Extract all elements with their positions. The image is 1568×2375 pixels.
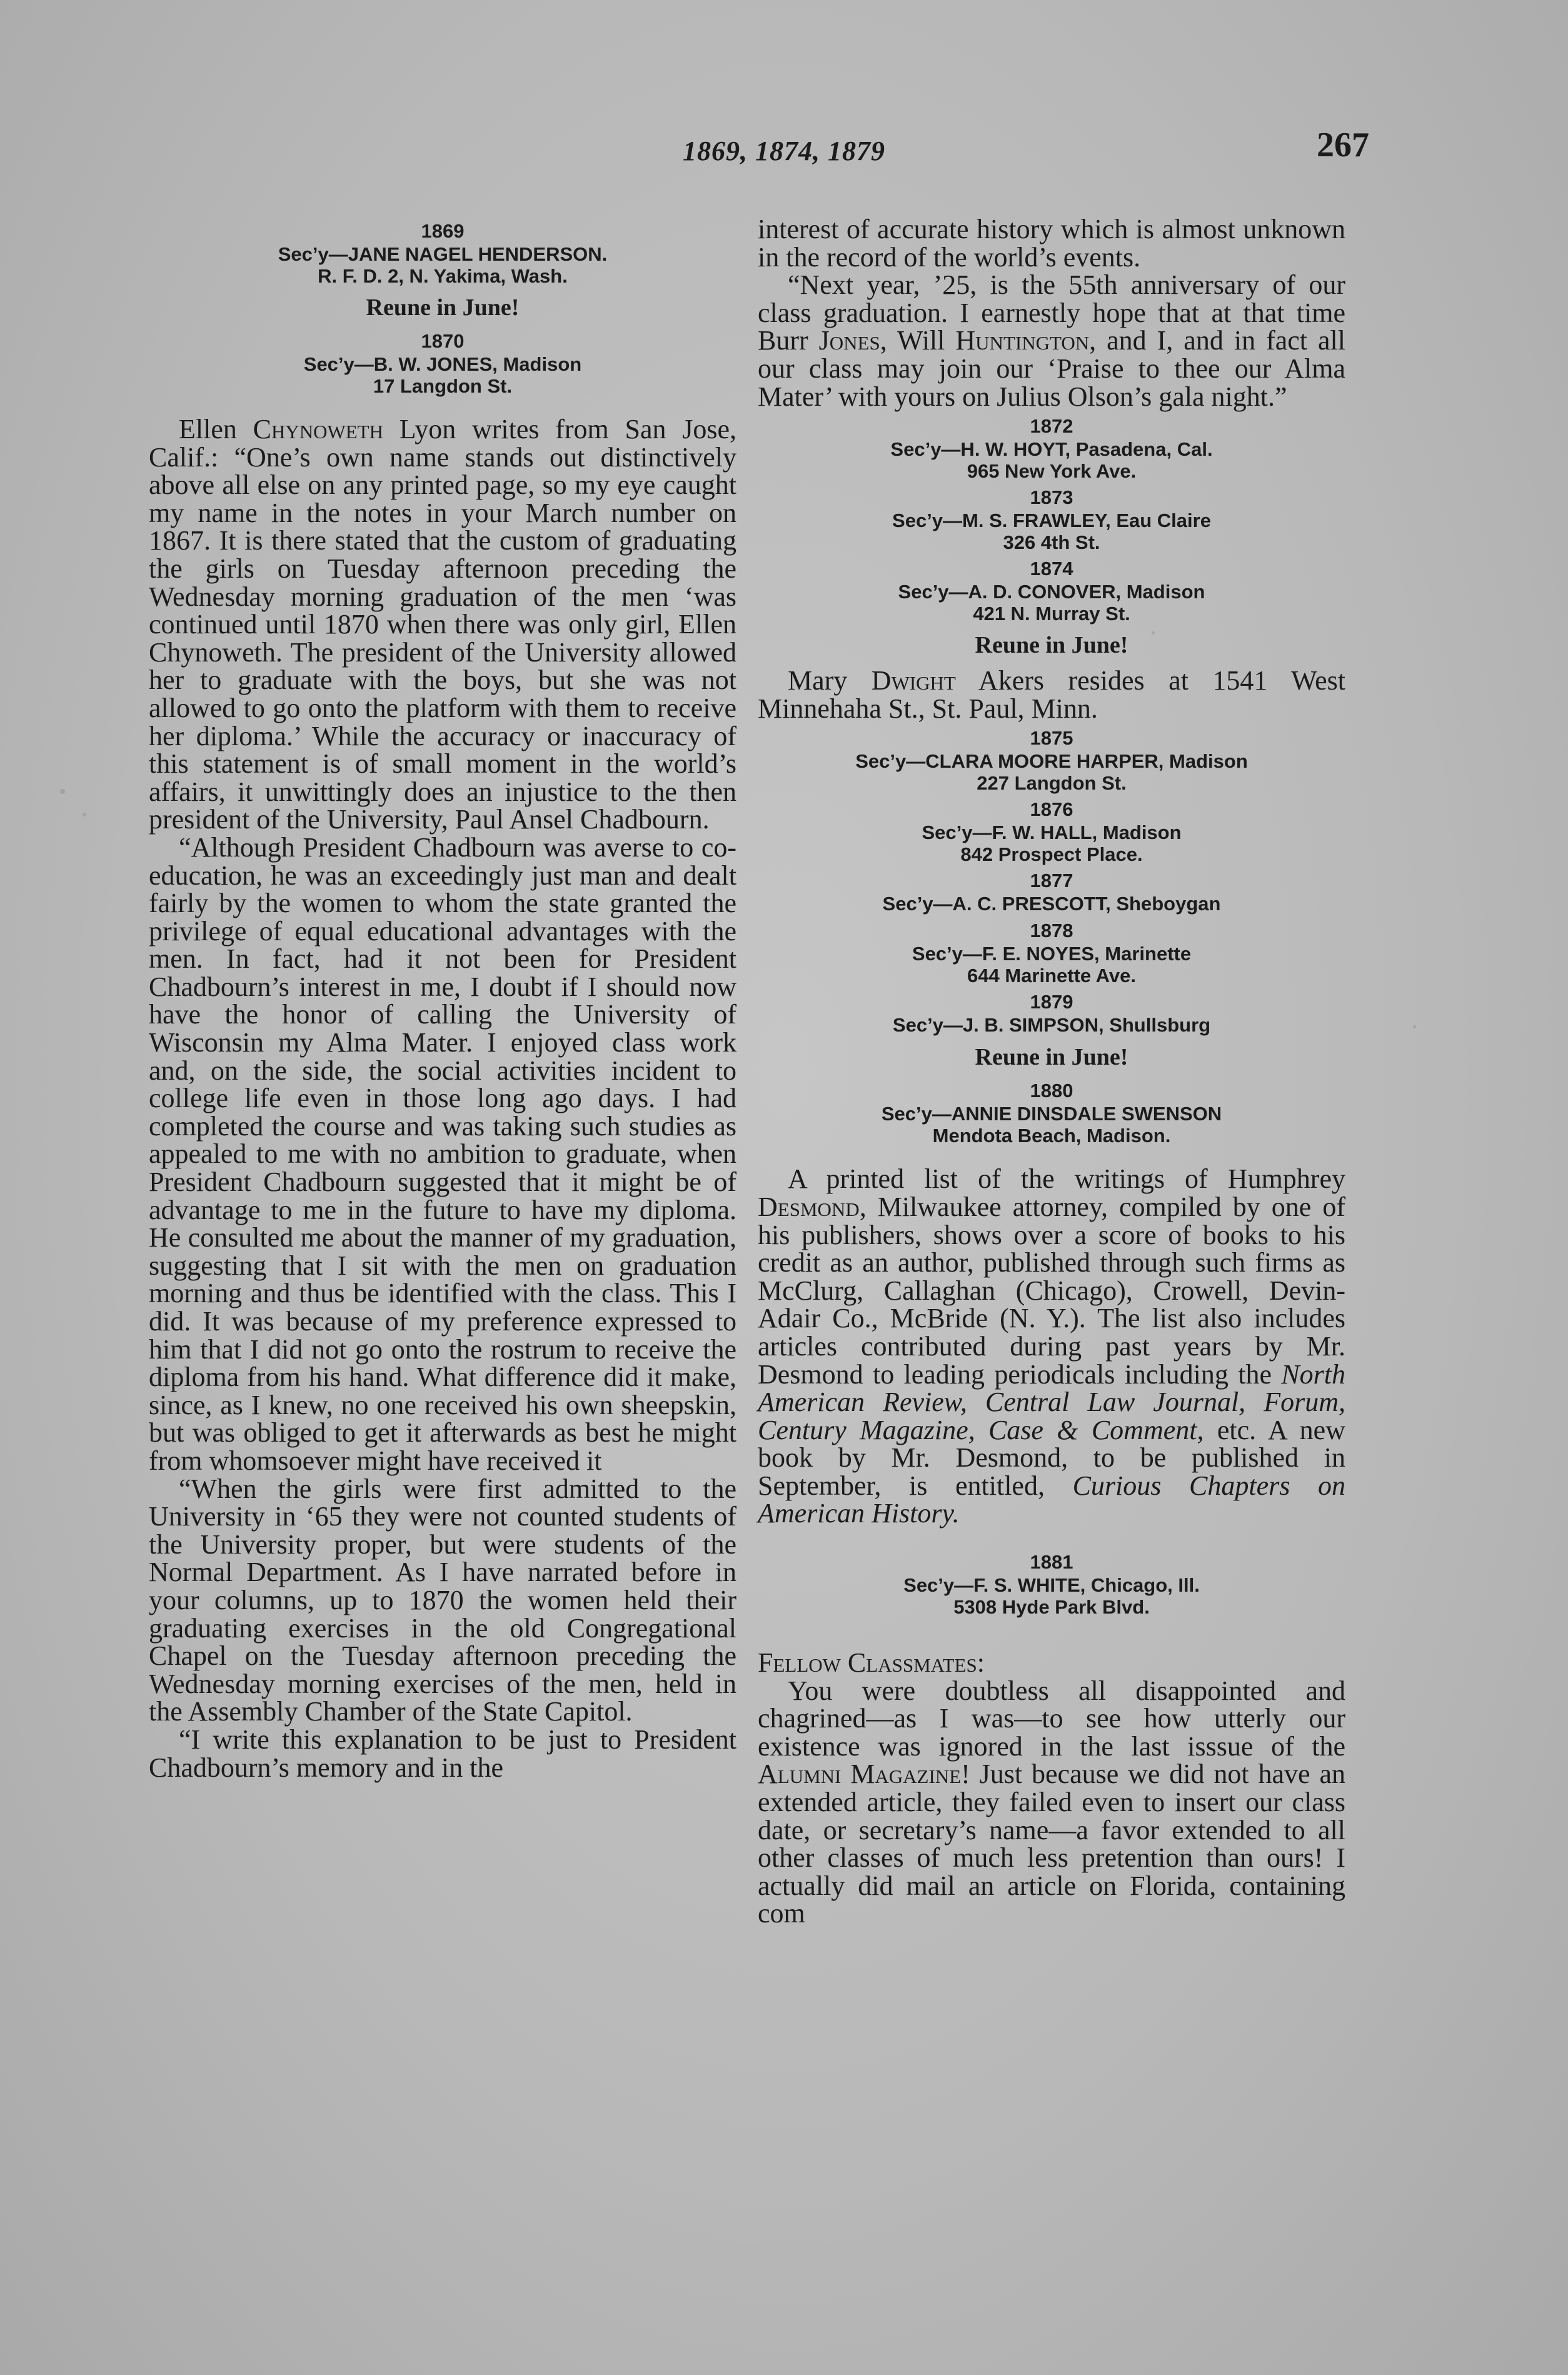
secretary-1881: Sec’y—F. S. WHITE, Chicago, Ill. xyxy=(903,1574,1200,1597)
print-speck xyxy=(1413,1025,1416,1028)
secretary-1872: Sec’y—H. W. HOYT, Pasadena, Cal. xyxy=(890,438,1213,461)
paragraph-lyon-letter xyxy=(149,416,736,834)
text-run: , Will xyxy=(880,325,956,356)
paragraph-fellow-classmates xyxy=(758,1677,1345,1928)
running-title: 1869, 1874, 1879 xyxy=(683,136,885,166)
address-1875: 227 Langdon St. xyxy=(977,772,1127,795)
name-small-caps: Huntington xyxy=(955,325,1090,356)
address-1872: 965 New York Ave. xyxy=(967,460,1137,483)
secretary-1878: Sec’y—F. E. NOYES, Marinette xyxy=(912,943,1192,965)
address-1870: 17 Langdon St. xyxy=(373,375,513,397)
text-run: ! Just because we did not have an extended article, they failed even to insert our class date, or secretary’s name—a favor extended to all other classes of much less pretention than ours! I actually did mail an article on Florida, containing com xyxy=(758,1759,1345,1929)
magazine-name-small-caps: Alumni Magazine xyxy=(758,1759,962,1790)
address-1880: Mendota Beach, Madison. xyxy=(932,1125,1171,1147)
book-title-italic: Curious Chapters on American History. xyxy=(758,1470,1345,1529)
text-run: etc. A new book by Mr. Desmond, to be published in September, is entitled, xyxy=(758,1414,1345,1501)
class-year-1880: 1880 xyxy=(1030,1080,1073,1102)
reune-notice-1869: Reune in June! xyxy=(366,294,520,321)
right-column xyxy=(758,216,1345,1928)
text-run: Lyon writes from San Jose, Calif.: “One’s own name stands out distinctively above all else on any printed page, so my eye caught my name in the notes in your March number on 1867. It is there stated that the custom of graduating the girls on Tuesday afternoon preceding the Wednesday morning graduation of the men ‘was continued until 1870 when there was only girl, Ellen Chynoweth. The president of the University allowed her to graduate with the boys, but she was not allowed to go onto the platform with them to receive her diploma.’ While the accuracy or inaccuracy of this statement is of small moment in the world’s affairs, it unwittingly does an injustice to the then president of the University, Paul Ansel Chadbourn. xyxy=(149,414,736,835)
class-year-1881: 1881 xyxy=(1030,1551,1073,1574)
paragraph-chadbourn: “Although President Chadbourn was averse to co-education, he was an exceedingly just man and dealt fairly by the women to whom the state granted the privilege of equal educational advantages with the men. In fact, had it not been for President Chadbourn’s interest in me, I doubt if I should now have the honor of calling the University of Wisconsin my Alma Mater. I enjoyed class work and, on the side, the social activities incident to college life even in those long ago days. I had completed the course and was taking such studies as appealed to me with no ambition to graduate, when President Chadbourn suggested that it might be of advantage to me in the future to have my diploma. He consulted me about the manner of my graduation, suggesting that I sit with the men on graduation morning and thus be identified with the class. This I did. It was because of my preference expressed to him that I did not go onto the rostrum to receive the diploma from his hand. What difference did it make, since, as I knew, no one received his own sheepskin, but was obliged to get it afterwards as best he might from whomsoever might have received it xyxy=(149,831,736,1476)
address-1876: 842 Prospect Place. xyxy=(960,843,1143,866)
text-run: Akers resides at 1541 West Minnehaha St., St. Paul, Minn. xyxy=(758,665,1345,724)
class-year-1876: 1876 xyxy=(1030,798,1073,821)
class-year-1872: 1872 xyxy=(1030,415,1073,438)
class-year-1869: 1869 xyxy=(421,220,465,242)
class-year-1870: 1870 xyxy=(421,330,465,352)
class-year-1873: 1873 xyxy=(1030,486,1073,509)
paragraph-explanation: “I write this explanation to be just to President Chadbourn’s memory and in the xyxy=(149,1724,736,1783)
address-1881: 5308 Hyde Park Blvd. xyxy=(953,1596,1150,1619)
name-small-caps: Desmond xyxy=(758,1191,860,1222)
paragraph-desmond xyxy=(758,1165,1345,1528)
address-1873: 326 4th St. xyxy=(1003,531,1100,554)
paragraph-continuation: interest of accurate history which is almost unknown in the record of the world’s events. xyxy=(758,214,1345,273)
address-1869: R. F. D. 2, N. Yakima, Wash. xyxy=(318,265,568,287)
text-run: You were doubtless all disappointed and chagrined—as I was—to see how utterly our existence was ignored in the last isssue of the xyxy=(758,1675,1345,1762)
print-speck xyxy=(83,813,86,816)
secretary-1873: Sec’y—M. S. FRAWLEY, Eau Claire xyxy=(892,510,1211,532)
class-year-1877: 1877 xyxy=(1030,870,1073,892)
reune-notice-1874: Reune in June! xyxy=(975,632,1128,659)
text-run: Ellen xyxy=(179,414,253,444)
secretary-1869: Sec’y—JANE NAGEL HENDERSON. xyxy=(278,243,608,265)
secretary-1870: Sec’y—B. W. JONES, Madison xyxy=(303,353,582,375)
name-small-caps: Jones xyxy=(818,325,880,356)
page-number: 267 xyxy=(1317,126,1369,164)
address-1874: 421 N. Murray St. xyxy=(973,603,1130,625)
text-run: , Milwaukee attorney, compiled by one of his publishers, shows over a score of books to his credit as an author, published through such firms as McClurg, Callaghan (Chicago), Crowell, Devin-Adair Co., McBride (N. Y.). The list also includes articles contributed during past years by Mr. Desmond to leading periodicals including the xyxy=(758,1191,1345,1390)
print-speck xyxy=(1152,631,1155,635)
secretary-1874: Sec’y—A. D. CONOVER, Madison xyxy=(898,581,1205,603)
secretary-1879: Sec’y—J. B. SIMPSON, Shullsburg xyxy=(892,1014,1211,1037)
paragraph-normal-department: “When the girls were first admitted to the University in ‘65 they were not counted students of the University proper, but were students of the Normal Department. As I have narrated before in your columns, up to 1870 the women held their graduating exercises in the old Congregational Chapel on the Tuesday afternoon preceding the Wednesday morning exercises of the men, held in the Assembly Chamber of the State Capitol. xyxy=(149,1473,736,1727)
name-small-caps: Dwight xyxy=(871,665,956,696)
periodicals-italic: North American Review, Central Law Journal, Forum, Century Magazine, Case & Comment, xyxy=(758,1358,1345,1445)
paragraph-akers xyxy=(758,667,1345,723)
class-year-1874: 1874 xyxy=(1030,558,1073,580)
left-column xyxy=(149,216,736,1782)
class-year-1875: 1875 xyxy=(1030,727,1073,750)
text-run: “Next year, ’25, is the 55th anniversary of our class graduation. I earnestly hope that at that time Burr xyxy=(758,269,1345,356)
salutation: Fellow Classmates: xyxy=(758,1647,985,1679)
secretary-1875: Sec’y—CLARA MOORE HARPER, Madison xyxy=(855,750,1248,773)
class-year-1878: 1878 xyxy=(1030,920,1073,942)
text-run: Mary xyxy=(788,665,872,696)
reune-notice-1879: Reune in June! xyxy=(975,1044,1128,1071)
name-small-caps: Chynoweth xyxy=(253,414,384,444)
paragraph-next-year xyxy=(758,271,1345,411)
class-year-1879: 1879 xyxy=(1030,991,1073,1013)
secretary-1876: Sec’y—F. W. HALL, Madison xyxy=(922,821,1182,844)
address-1878: 644 Marinette Ave. xyxy=(967,965,1136,987)
secretary-1880: Sec’y—ANNIE DINSDALE SWENSON xyxy=(881,1103,1222,1125)
print-speck xyxy=(60,789,65,794)
text-run: , and I, and in fact all our class may join our ‘Praise to thee our Alma Mater’ with yours on Julius Olson’s gala night.” xyxy=(758,325,1345,412)
secretary-1877: Sec’y—A. C. PRESCOTT, Sheboygan xyxy=(882,893,1221,915)
text-run: A printed list of the writings of Humphrey xyxy=(788,1163,1345,1195)
